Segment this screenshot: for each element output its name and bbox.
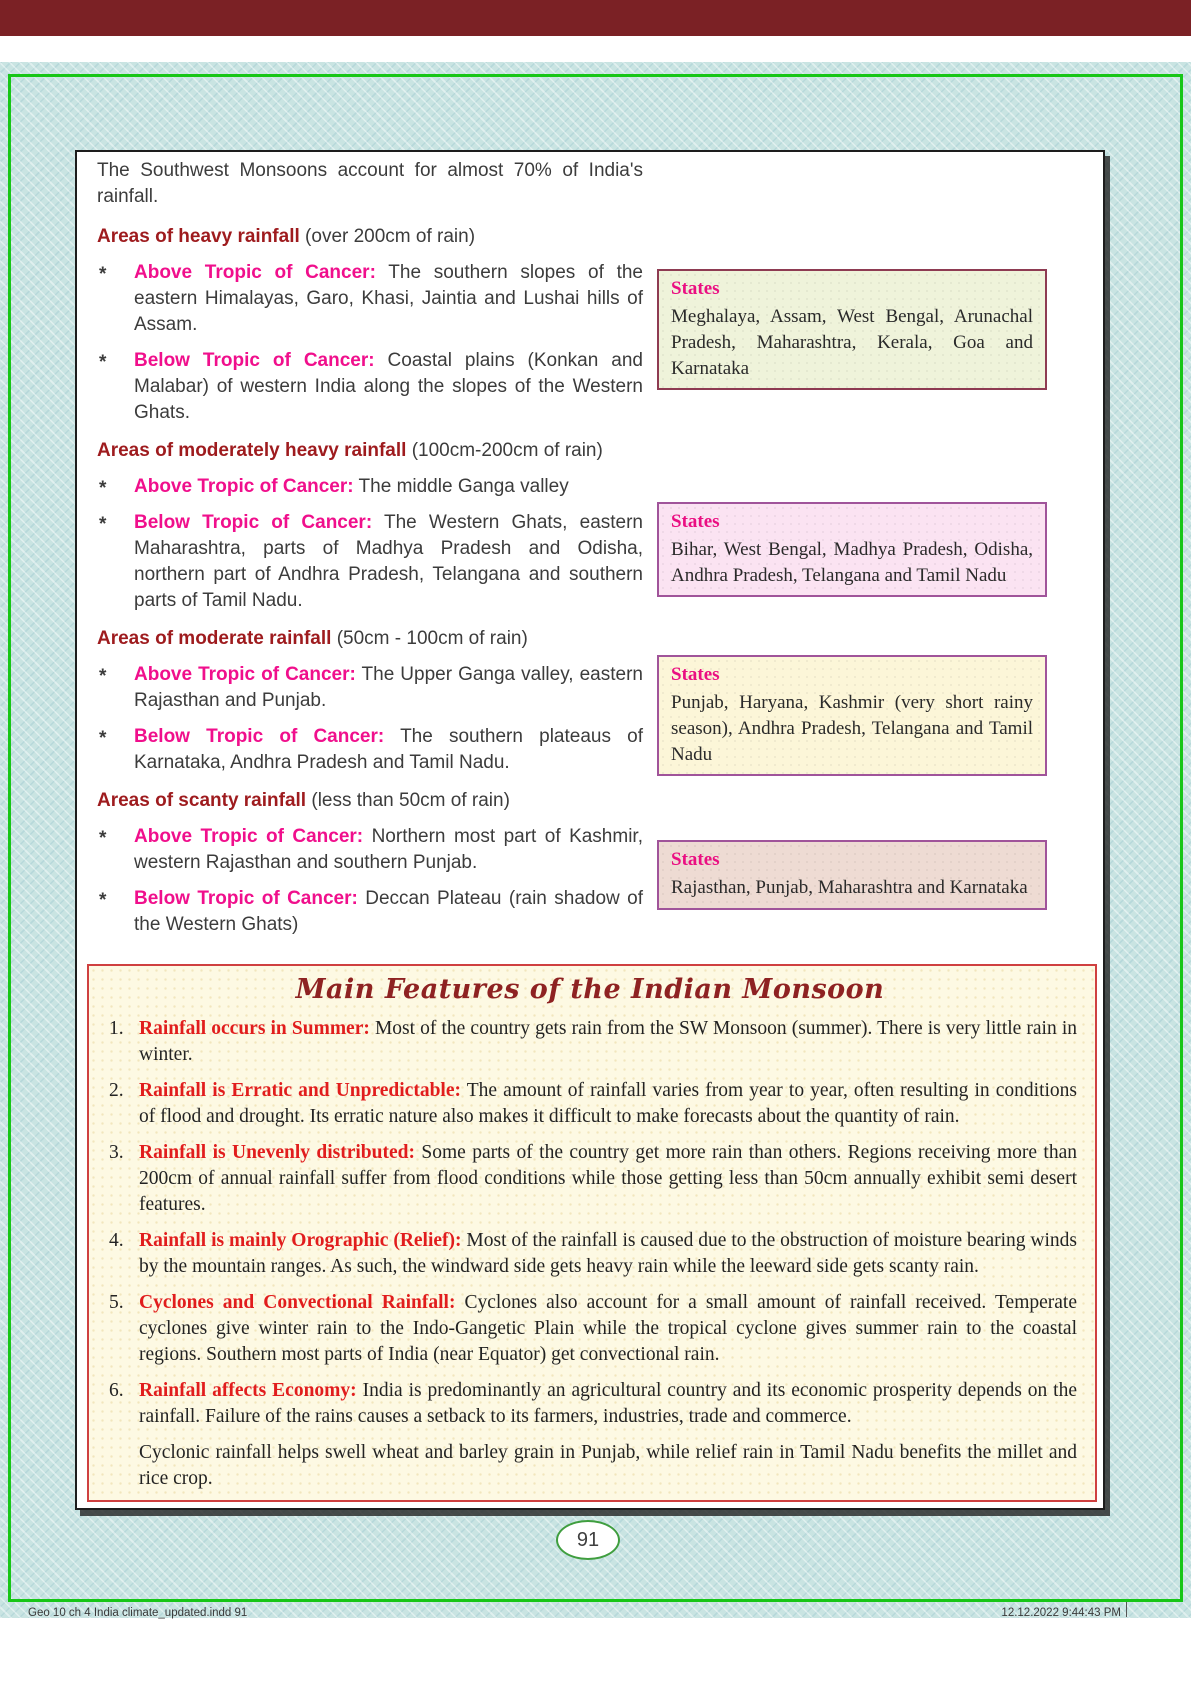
feature-text: Most of the country gets rain from the SW Monsoon (summer). There is very little rain in winter. <box>139 1018 1077 1065</box>
main-content-box <box>75 150 1105 1510</box>
feature-item <box>103 1078 1077 1130</box>
bullet-item <box>97 824 643 876</box>
asterisk-marker: * <box>99 828 107 849</box>
section-heading-label: Areas of heavy rainfall <box>97 226 300 247</box>
feature-item <box>103 1378 1077 1430</box>
section-qualifier: (over 200cm of rain) <box>299 226 476 247</box>
bullet-text: The Western Ghats, eastern Maharashtra, parts of Madhya Pradesh and Odisha, northern part of Andhra Pradesh, Telangana and southern parts of Tamil Nadu. <box>134 512 643 611</box>
bullet-text: The middle Ganga valley <box>353 476 569 497</box>
section-heading-moderate <box>97 626 643 652</box>
feature-number: 2. <box>109 1080 124 1101</box>
section-heading-label: Areas of moderately heavy rainfall <box>97 440 407 461</box>
section-heading-moderately-heavy <box>97 438 643 464</box>
bottom-white-strip <box>0 1618 1191 1684</box>
feature-text: The amount of rainfall varies from year to year, often resulting in conditions of flood and drought. Its erratic nature also makes it difficult to make forecasts about the quantity of rain. <box>139 1080 1077 1127</box>
features-title: Main Features of the Indian Monsoon <box>295 974 885 1005</box>
bullet-lead: Below Tropic of Cancer: <box>134 888 358 909</box>
asterisk-marker: * <box>99 478 107 499</box>
page-number-badge <box>556 1520 620 1560</box>
page-number: 91 <box>576 1528 600 1551</box>
bullet-text: The Upper Ganga valley, eastern Rajasthan and Punjab. <box>134 664 643 711</box>
asterisk-marker: * <box>99 264 107 285</box>
states-heading: States <box>671 849 720 870</box>
bullet-item <box>97 474 643 500</box>
bullet-lead: Below Tropic of Cancer: <box>134 726 385 747</box>
feature-lead: Rainfall affects Economy: <box>139 1380 357 1401</box>
feature-text: India is predominantly an agricultural country and its economic prosperity depends on the rainfall. Failure of the rains causes a setback to its farmers, industries, trade and commerce. <box>139 1380 1077 1427</box>
asterisk-marker: * <box>99 728 107 749</box>
bullet-lead: Below Tropic of Cancer: <box>134 350 375 371</box>
states-list: Punjab, Haryana, Kashmir (very short rainy season), Andhra Pradesh, Telangana and Tamil Nadu <box>671 692 1033 765</box>
feature-lead: Rainfall is Erratic and Unpredictable: <box>139 1080 461 1101</box>
bullet-item <box>97 510 643 614</box>
bullet-lead: Above Tropic of Cancer: <box>134 476 354 497</box>
bullet-lead: Above Tropic of Cancer: <box>134 826 364 847</box>
feature-lead: Rainfall occurs in Summer: <box>139 1018 370 1039</box>
feature-text: Most of the rainfall is caused due to the obstruction of moisture bearing winds by the mountain ranges. As such, the windward side gets heavy rain while the leeward side gets scanty rain. <box>139 1230 1078 1277</box>
feature-item <box>103 1140 1077 1218</box>
feature-item <box>103 1228 1077 1280</box>
states-list: Meghalaya, Assam, West Bengal, Arunachal Pradesh, Maharashtra, Kerala, Goa and Karnataka <box>671 306 1033 379</box>
bullet-lead: Above Tropic of Cancer: <box>134 664 356 685</box>
footer-filename: Geo 10 ch 4 India climate_updated.indd 91 <box>28 1607 248 1619</box>
section-heading-label: Areas of moderate rainfall <box>97 628 332 649</box>
feature-number: 1. <box>109 1018 124 1039</box>
bullet-text: Deccan Plateau (rain shadow of the Western Ghats) <box>134 888 643 935</box>
feature-lead: Cyclones and Convectional Rainfall: <box>139 1292 456 1313</box>
states-box-moderate-rainfall <box>657 655 1047 776</box>
section-qualifier: (50cm - 100cm of rain) <box>331 628 528 649</box>
feature-lead: Rainfall is mainly Orographic (Relief): <box>139 1230 462 1251</box>
states-box-scanty-rainfall <box>657 840 1047 910</box>
section-heading-heavy <box>97 224 643 250</box>
feature-text: Cyclones also account for a small amount of rainfall received. Temperate cyclones give winter rain to the Indo-Gangetic Plain while the tropical cyclone gives summer rain to the coastal regions. Southern most parts of India (near Equator) get convectional rain. <box>139 1292 1077 1365</box>
states-heading: States <box>671 278 720 299</box>
asterisk-marker: * <box>99 890 107 911</box>
states-list: Rajasthan, Punjab, Maharashtra and Karnataka <box>671 877 1028 898</box>
asterisk-marker: * <box>99 666 107 687</box>
feature-lead: Rainfall is Unevenly distributed: <box>139 1142 415 1163</box>
closing-paragraph: Cyclonic rainfall helps swell wheat and barley grain in Punjab, while relief rain in Tamil Nadu benefits the millet and rice crop. <box>139 1442 1077 1489</box>
bullet-item <box>97 886 643 938</box>
asterisk-marker: * <box>99 514 107 535</box>
bullet-text: The southern plateaus of Karnataka, Andhra Pradesh and Tamil Nadu. <box>134 726 643 773</box>
bullet-lead: Below Tropic of Cancer: <box>134 512 373 533</box>
feature-item <box>103 1290 1077 1368</box>
states-heading: States <box>671 664 720 685</box>
bullet-item <box>97 724 643 776</box>
states-heading: States <box>671 511 720 532</box>
intro-paragraph: The Southwest Monsoons account for almost 70% of India's rainfall. <box>97 160 643 207</box>
bullet-lead: Above Tropic of Cancer: <box>134 262 376 283</box>
section-heading-label: Areas of scanty rainfall <box>97 790 307 811</box>
asterisk-marker: * <box>99 352 107 373</box>
feature-text: Some parts of the country get more rain than others. Regions receiving more than 200cm of annual rainfall suffer from flood conditions while those getting less than 50cm annually exhibit semi desert features. <box>139 1142 1077 1215</box>
bullet-text: Coastal plains (Konkan and Malabar) of western India along the slopes of the Western Ghats. <box>134 350 643 423</box>
bullet-text: Northern most part of Kashmir, western Rajasthan and southern Punjab. <box>134 826 643 873</box>
bullet-item <box>97 662 643 714</box>
rainfall-text-column <box>97 158 643 948</box>
crop-mark <box>1126 1602 1127 1617</box>
feature-item <box>103 1016 1077 1068</box>
feature-number: 3. <box>109 1142 124 1163</box>
main-features-box <box>87 964 1097 1502</box>
states-list: Bihar, West Bengal, Madhya Pradesh, Odisha, Andhra Pradesh, Telangana and Tamil Nadu <box>671 539 1033 586</box>
feature-number: 6. <box>109 1380 124 1401</box>
states-box-moderately-heavy-rainfall <box>657 502 1047 597</box>
bullet-text: The southern slopes of the eastern Himalayas, Garo, Khasi, Jaintia and Lushai hills of Assam. <box>134 262 643 335</box>
section-qualifier: (less than 50cm of rain) <box>306 790 510 811</box>
feature-number: 4. <box>109 1230 124 1251</box>
top-maroon-bar <box>0 0 1191 36</box>
bullet-item <box>97 348 643 426</box>
section-heading-scanty <box>97 788 643 814</box>
bullet-item <box>97 260 643 338</box>
footer-timestamp: 12.12.2022 9:44:43 PM <box>1001 1607 1121 1619</box>
feature-number: 5. <box>109 1292 124 1313</box>
states-box-heavy-rainfall <box>657 269 1047 390</box>
section-qualifier: (100cm-200cm of rain) <box>406 440 603 461</box>
